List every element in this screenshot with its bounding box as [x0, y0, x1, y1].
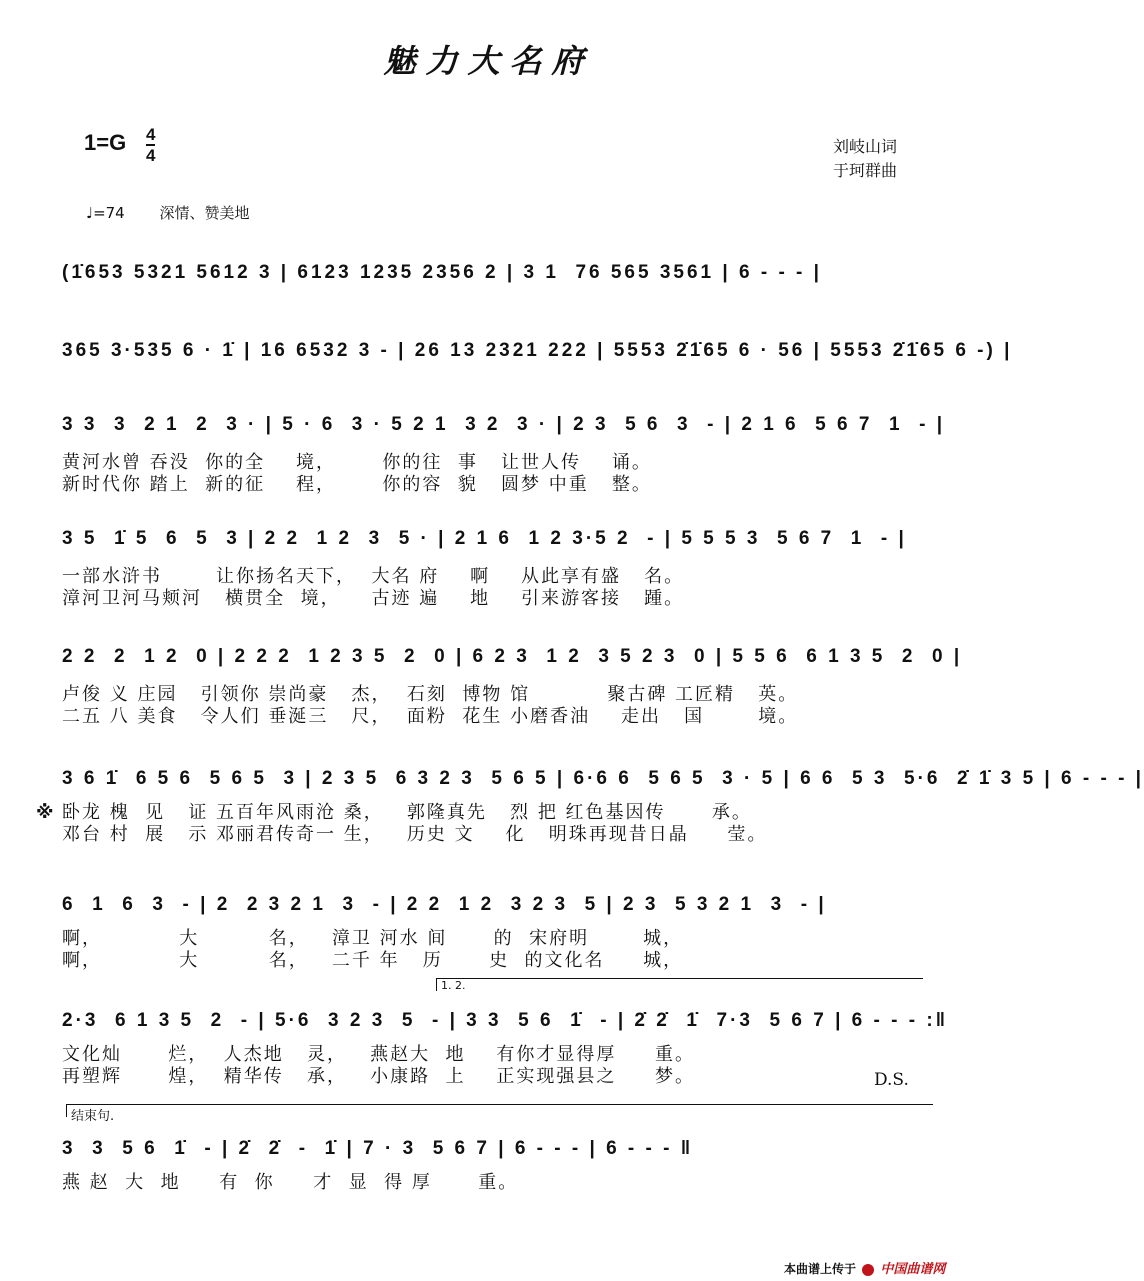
score-line-3 — [62, 408, 946, 496]
score-line-6 — [62, 762, 1144, 846]
score-line-2 — [62, 334, 1013, 368]
time-signature — [146, 126, 155, 164]
notation-row: 365 3·535 6 · 1̇ | 16 6532 3 - | 26 13 2321 222 | 5553 2̇1̇65 6 · 56 | 5553 2̇1̇65 6 -) | — [62, 340, 1013, 361]
site-logo-icon — [862, 1264, 874, 1276]
lyric-verse-2: 啊， 大 名， 二千 年 历 史 的文化名 城， — [62, 950, 684, 971]
song-title: 魅力大名府 — [383, 42, 594, 80]
lyric-verse-2: 再塑辉 煌， 精华传 承， 小康路 上 正实现强县之 梦。 — [62, 1066, 696, 1087]
score-line-8 — [62, 1004, 949, 1088]
time-signature-top: 4 — [146, 125, 156, 144]
lyric-verse-1: 啊， 大 名， 漳卫 河水 间 的 宋府明 城， — [62, 928, 684, 949]
score-line-5 — [62, 640, 963, 728]
footer-credit — [784, 1258, 945, 1277]
footer-prefix: 本曲谱上传于 — [784, 1262, 857, 1276]
ending-label: 结束句. — [71, 1109, 115, 1124]
dal-segno-mark: D.S. — [874, 1070, 909, 1090]
lyric-verse-2: 新时代你 踏上 新的征 程， 你的容 貌 圆梦 中重 整。 — [62, 474, 652, 495]
lyric-verse-1: 卧龙 槐 见 证 五百年风雨沧 桑， 郭隆真先 烈 把 红色基因传 承。 — [62, 802, 752, 823]
time-signature-bottom: 4 — [146, 146, 156, 165]
score-line-1 — [62, 256, 932, 290]
lyric-verse-1: 一部水浒书 让你扬名天下， 大名 府 啊 从此享有盛 名。 — [62, 566, 685, 587]
score-line-7 — [62, 888, 932, 972]
footer-brand[interactable]: 中国曲谱网 — [880, 1262, 946, 1277]
notation-row: 3 6 1̇ 6 5 6 5 6 5 3 | 2 3 5 6 3 2 3 5 6 5 | 6·6 6 5 6 5 3 · 5 | 6 6 5 3 5·6 2̇ 1̇ 3 5 | 6 - - - | — [62, 768, 1144, 789]
expression-marking: 深情、赞美地 — [159, 204, 250, 222]
volta-bracket — [436, 978, 923, 991]
volta-label: 1. 2. — [441, 979, 466, 992]
notation-row: 3 3 3 2 1 2 3 · | 5 · 6 3 · 5 2 1 3 2 3 · | 2 3 5 6 3 - | 2 1 6 5 6 7 1 - | — [62, 414, 946, 435]
ending-bracket — [66, 1104, 933, 1124]
segno-sign: ※ — [36, 802, 54, 823]
composer-credit: 于珂群曲 — [832, 161, 897, 180]
score-line-4 — [62, 522, 932, 610]
notation-row: 3 3 5 6 1̇ - | 2̇ 2̇ - 1̇ | 7 · 3 5 6 7 | 6 - - - | 6 - - - ‖ — [62, 1138, 694, 1159]
notation-row: 3 5 1̇ 5 6 5 3 | 2 2 1 2 3 5 · | 2 1 6 1 2 3·5 2 - | 5 5 5 3 5 6 7 1 - | — [62, 528, 907, 549]
score-line-9 — [62, 1132, 932, 1194]
tempo-value: ♩=74 — [86, 204, 125, 222]
lyricist-credit: 刘岐山词 — [832, 137, 897, 156]
tempo-marking — [86, 202, 250, 223]
lyric-verse-2: 漳河卫河马颊河 横贯全 境， 古迹 遍 地 引来游客接 踵。 — [62, 588, 685, 609]
key-signature: 1=G — [84, 130, 127, 155]
lyric-verse-1: 卢俊 义 庄园 引领你 崇尚豪 杰， 石刻 博物 馆 聚古碑 工匠精 英。 — [62, 684, 799, 705]
lyric-verse-2: 二五 八 美食 令人们 垂涎三 尺， 面粉 花生 小磨香油 走出 国 境。 — [62, 706, 799, 727]
lyric-verse-1: 燕 赵 大 地 有 你 才 显 得 厚 重。 — [62, 1172, 519, 1193]
notation-row: (1̇653 5321 5612 3 | 6123 1235 2356 2 | 3 1 76 565 3561 | 6 - - - | — [62, 262, 822, 283]
notation-row: 2·3 6 1 3 5 2 - | 5·6 3 2 3 5 - | 3 3 5 6 1̇ - | 2̇ 2̇ 1̇ 7·3 5 6 7 | 6 - - - :‖ — [62, 1010, 949, 1031]
notation-row: 6 1 6 3 - | 2 2 3 2 1 3 - | 2 2 1 2 3 2 3 5 | 2 3 5 3 2 1 3 - | — [62, 894, 827, 915]
lyric-verse-2: 邓台 村 展 示 邓丽君传奇一 生， 历史 文 化 明珠再现昔日晶 莹。 — [62, 824, 768, 845]
lyric-verse-1: 文化灿 烂， 人杰地 灵， 燕赵大 地 有你才显得厚 重。 — [62, 1044, 696, 1065]
lyric-verse-1: 黄河水曾 吞没 你的全 境， 你的往 事 让世人传 诵。 — [62, 452, 652, 473]
notation-row: 2 2 2 1 2 0 | 2 2 2 1 2 3 5 2 0 | 6 2 3 1 2 3 5 2 3 0 | 5 5 6 6 1 3 5 2 0 | — [62, 646, 963, 667]
